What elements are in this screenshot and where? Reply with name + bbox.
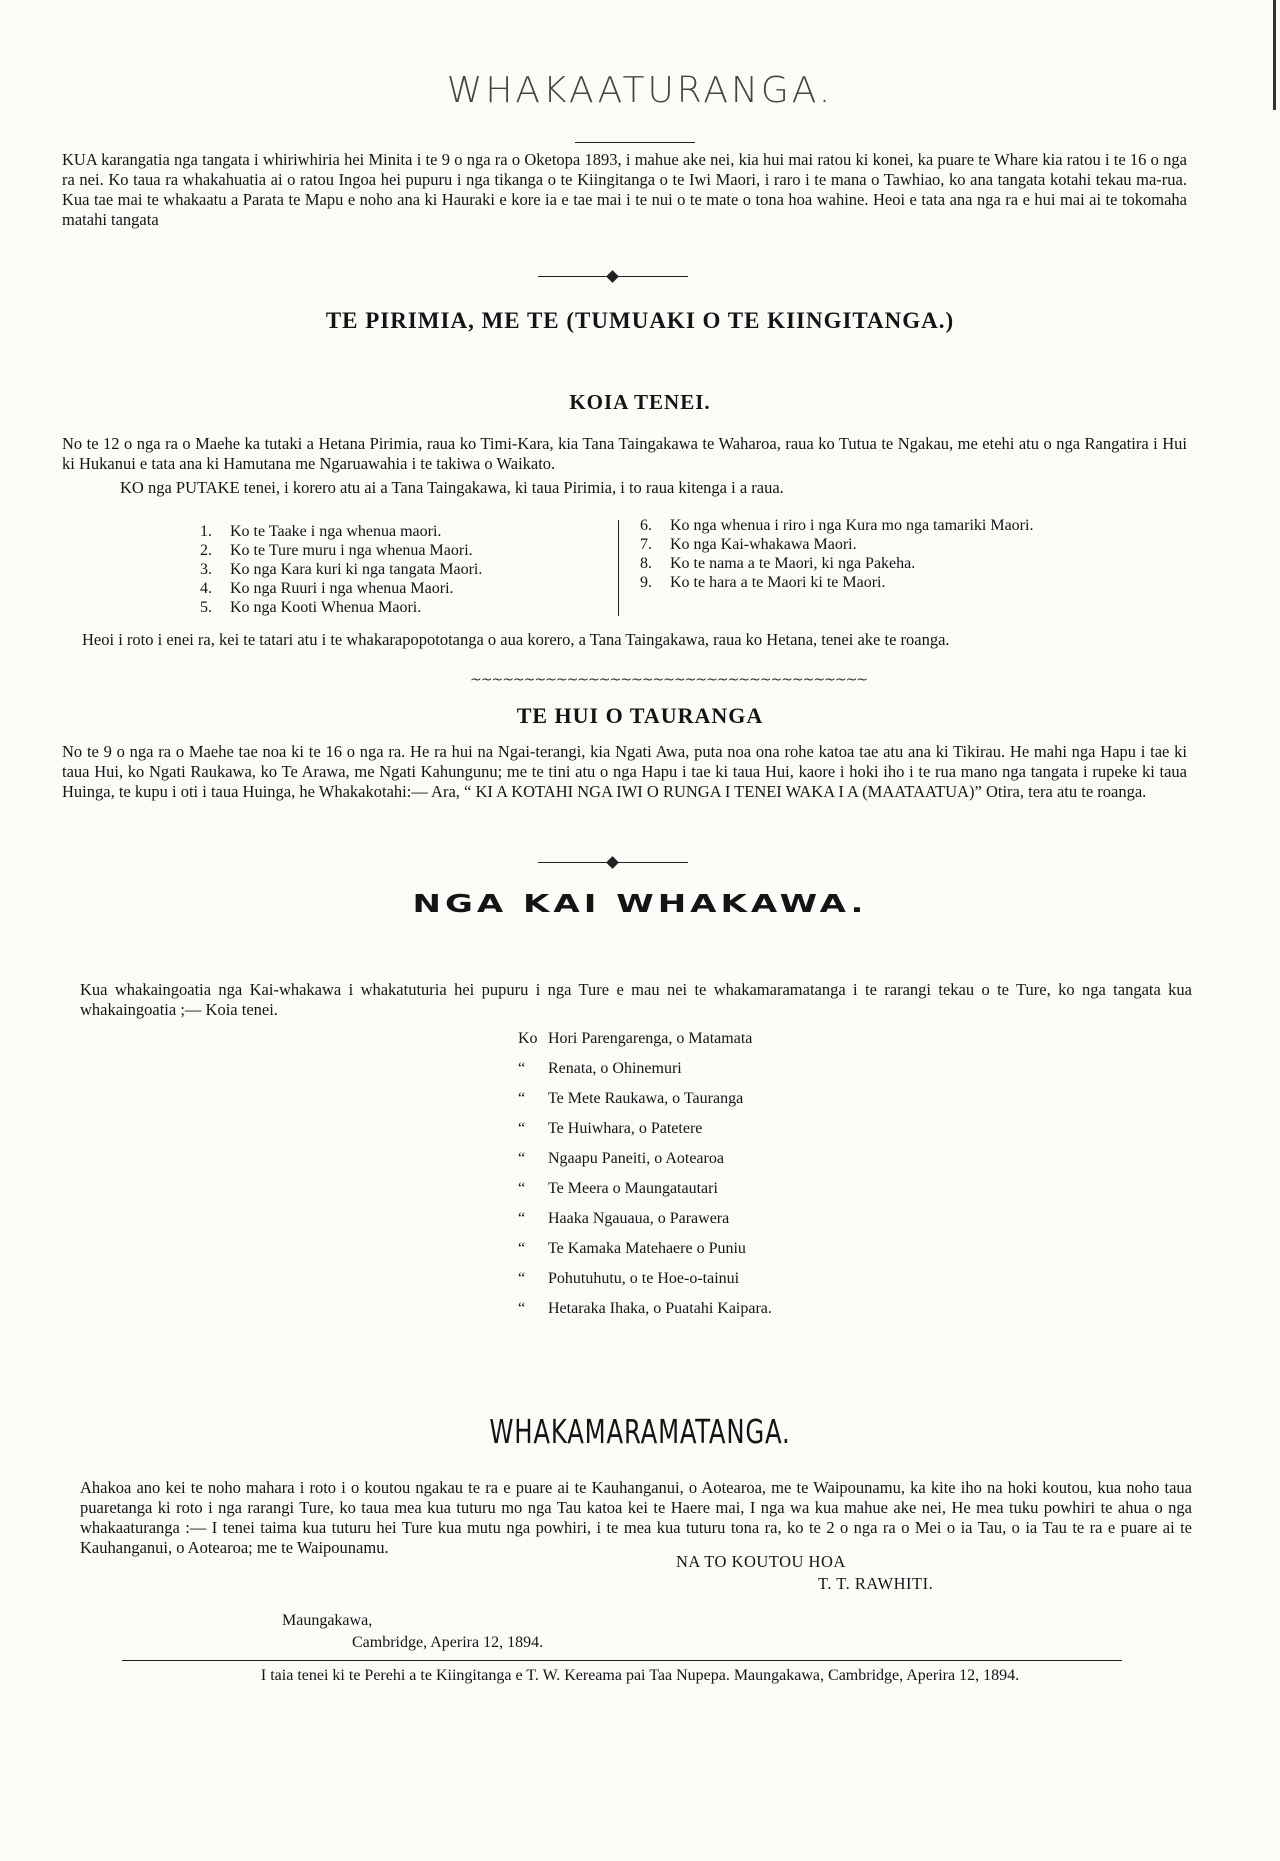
list-item: “ Pohutuhutu, o te Hoe-o-tainui <box>518 1270 740 1287</box>
list-item: “ Hetaraka Ihaka, o Puatahi Kaipara. <box>518 1300 772 1317</box>
title-underline <box>575 142 695 143</box>
list-item: “ Haaka Ngauaua, o Parawera <box>518 1210 730 1227</box>
pirimia-heading-paren: (TUMUAKI O TE KIINGITANGA.) <box>566 308 955 333</box>
putake-intro: KO nga PUTAKE tenei, i korero atu ai a Tana Taingakawa, ki taua Pirimia, i to raua kitenga i a raua. <box>120 478 784 497</box>
dateline-date: Cambridge, Aperira 12, 1894. <box>352 1634 544 1651</box>
section-divider-2 <box>538 856 688 870</box>
list-item: Ko Hori Parengarenga, o Matamata <box>518 1030 753 1047</box>
pirimia-closing: Heoi i roto i enei ra, kei te tatari atu i te whakarapopototanga o aua korero, a Tana Taingakawa, raua ko Hetana, tenei ake te roanga. <box>82 630 950 649</box>
pirimia-subheading: KOIA TENEI. <box>569 390 711 414</box>
hui-heading: TE HUI O TAURANGA <box>516 703 764 728</box>
signature-line-2: T. T. RAWHITI. <box>818 1574 934 1593</box>
list-item: “ Te Mete Raukawa, o Tauranga <box>518 1090 744 1107</box>
grievance-list-right <box>640 516 1033 592</box>
list-item: “ Te Kamaka Matehaere o Puniu <box>518 1240 746 1257</box>
grievance-list-left <box>200 522 482 617</box>
list-item: 1. Ko te Taake i nga whenua maori. <box>200 523 442 540</box>
list-item: 5. Ko nga Kooti Whenua Maori. <box>200 599 422 616</box>
whakamaramatanga-heading: WHAKAMARAMATANGA. <box>489 1412 791 1451</box>
list-item: 4. Ko nga Ruuri i nga whenua Maori. <box>200 580 454 597</box>
page-title: WHAKAATURANGA. <box>446 70 834 111</box>
section-divider-1 <box>538 270 688 284</box>
imprint-rule <box>122 1660 1122 1661</box>
list-item: 7. Ko nga Kai-whakawa Maori. <box>640 536 857 553</box>
signature-line-1: NA TO KOUTOU HOA <box>676 1552 846 1571</box>
imprint: I taia tenei ki te Perehi a te Kiingitanga e T. W. Kereama pai Taa Nupepa. Maungakawa, Cambridge, Aperira 12, 1894. <box>260 1667 1020 1684</box>
list-item: “ Ngaapu Paneiti, o Aotearoa <box>518 1150 724 1167</box>
list-item: 8. Ko te nama a te Maori, ki nga Pakeha. <box>640 555 916 572</box>
list-item: “ Te Huiwhara, o Patetere <box>518 1120 703 1137</box>
list-item: 3. Ko nga Kara kuri ki nga tangata Maori. <box>200 561 483 578</box>
whakamaramatanga-paragraph: Ahakoa ano kei te noho mahara i roto i o koutou ngakau te ra e puare ai te Kauhanganui, o Aotearoa, me te Waipounamu, ka kite iho na hoki koutou, kua noho taua puaretanga ki roto i nga rarangi Ture, ko taua mea kua tuturu mo nga Tau katoa kei te Haere mai, I nga wa kua mahue ake nei, He mea tuku powhiri te ahua o nga whakaaturanga :— I tenei taima kua tuturu hei Ture kua mutu nga powhiri, i te mea kua tuturu tona ra, ko te 2 o nga ra o Mei o ia Tau, o ia Tau te ra e puare ai te Kauhanganui, o Aotearoa; me te Waipounamu. <box>80 1478 1192 1557</box>
list-item: “ Te Meera o Maungatautari <box>518 1180 718 1197</box>
kaiwhakawa-heading: NGA KAI WHAKAWA. <box>412 889 868 919</box>
list-item: 9. Ko te hara a te Maori ki te Maori. <box>640 574 886 591</box>
pirimia-heading <box>0 308 1280 334</box>
list-item: 6. Ko nga whenua i riro i nga Kura mo nga tamariki Maori. <box>640 517 1034 534</box>
list-item: 2. Ko te Ture muru i nga whenua Maori. <box>200 542 473 559</box>
dateline-place: Maungakawa, <box>282 1612 373 1629</box>
list-item: “ Renata, o Ohinemuri <box>518 1060 682 1077</box>
kaiwhakawa-paragraph: Kua whakaingoatia nga Kai-whakawa i whakatuturia hei pupuru i nga Ture e mau nei te whakamaramatanga i te rarangi tekau o te Ture, ko nga tangata kua whakaingoatia ;— Koia tenei. <box>80 980 1192 1019</box>
wavy-divider: ~~~~~~~~~~~~~~~~~~~~~~~~~~~~~~~~~~~~~ <box>470 672 868 688</box>
pirimia-heading-left: TE PIRIMIA, ME TE <box>325 308 560 333</box>
intro-paragraph: KUA karangatia nga tangata i whiriwhiria hei Minita i te 9 o nga ra o Oketopa 1893, i mahue ake nei, kia hui mai ratou ki konei, ka puare te Whare kia ratou i te 16 o nga ra nei. Ko taua ra whakahuatia ai o ratou Ingoa hei pupuru i nga tikanga o te Kiingitanga o te Iwi Maori, i raro i te mana o Tawhiao, ko ana tangata kotahi tekau ma-rua. Kua tae mai te whakaatu a Parata te Mapu e noho ana ki Hauraki e kore ia e tae mai i te nui o te mate o tona hoa wahine. Heoi e tata ana nga ra e hui mai ai te tokomaha matahi tangata <box>62 150 1187 229</box>
list-separator <box>618 520 619 616</box>
hui-paragraph: No te 9 o nga ra o Maehe tae noa ki te 16 o nga ra. He ra hui na Ngai-terangi, kia Ngati Awa, puta noa ona rohe katoa tae atu ana ki Tikirau. He mahi nga Hapu i tae ki taua Hui, ko Ngati Raukawa, ko Te Arawa, me Ngati Kahungunu; me te tini atu o nga Hapu i tae ki taua Hui, kaore i hoki iho i te rua mano nga tangata i rupeke ki taua Huinga, te kupu i oti i taua Huinga, he Whakakotahi:— Ara, “ KI A KOTAHI NGA IWI O RUNGA I TENEI WAKA I A (MAATAATUA)” Otira, tera atu te roanga. <box>62 742 1187 801</box>
judges-list <box>518 1028 772 1328</box>
pirimia-paragraph: No te 12 o nga ra o Maehe ka tutaki a Hetana Pirimia, raua ko Timi-Kara, kia Tana Taingakawa te Waharoa, raua ko Tutua te Ngakau, me etehi atu o nga Rangatira i Hui ki Hukanui e tata ana ki Hamutana me Ngaruawahia i te takiwa o Waikato. <box>62 434 1187 473</box>
